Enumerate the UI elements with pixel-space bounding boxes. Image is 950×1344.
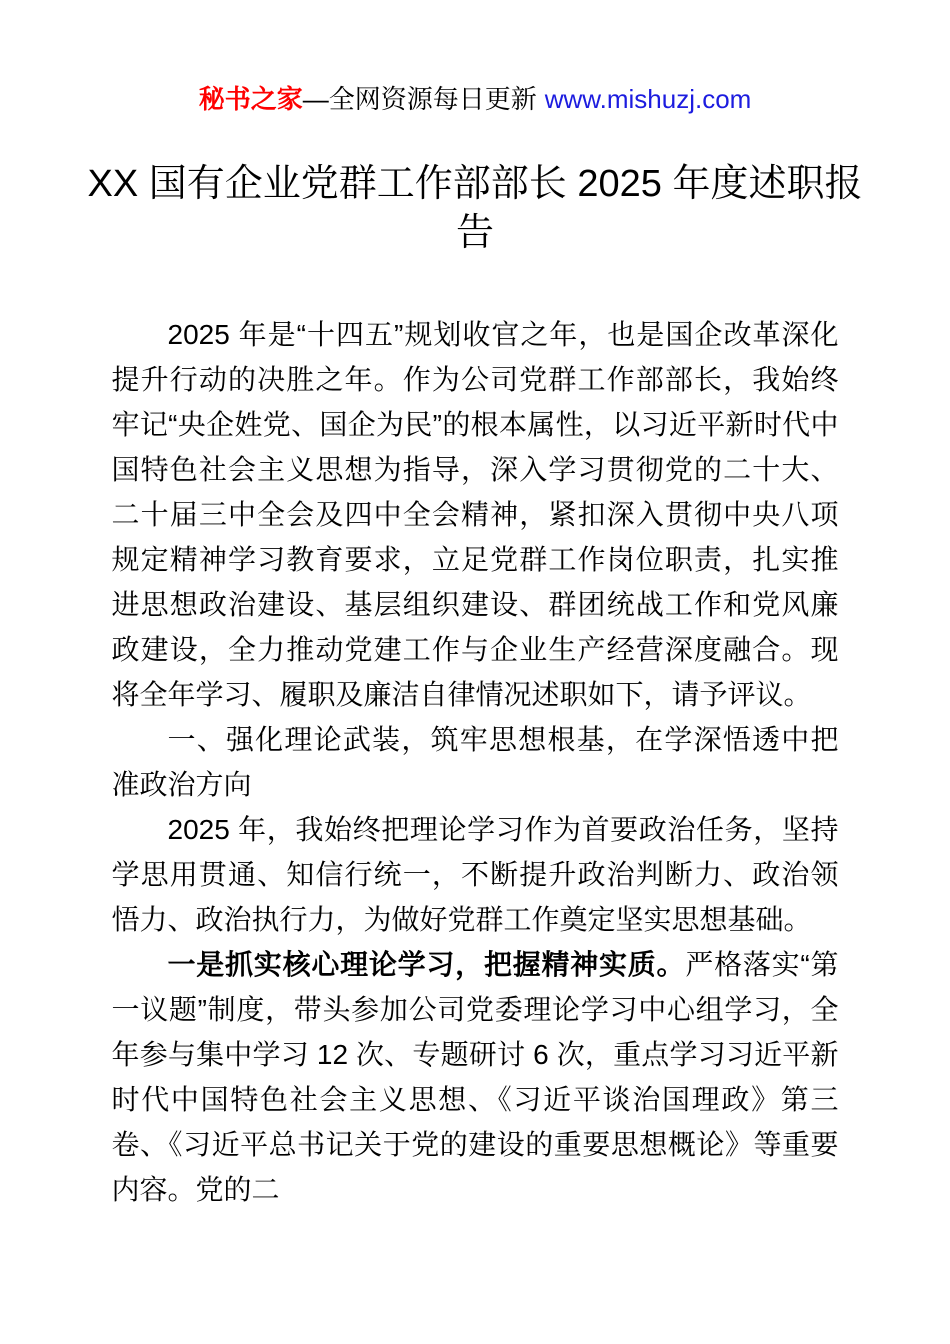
paragraph: 2025 年是“十四五”规划收官之年，也是国企改革深化提升行动的决胜之年。作为公司党群工作部部长，我始终牢记“央企姓党、国企为民”的根本属性，以习近平新时代中国特色社会主义思想为指导，深入学习贯彻党的二十大、二十届三中全会及四中全会精神，紧扣深入贯彻中央八项规定精神学习教育要求，立足党群工作岗位职责，扎实推进思想政治建设、基层组织建设、群团统战工作和党风廉政建设，全力推动党建工作与企业生产经营深度融合。现将全年学习、履职及廉洁自律情况述职如下，请予评议。 [111,319,839,710]
banner-tagline: 全网资源每日更新 [328,84,537,114]
site-banner [0,0,950,116]
paragraph: 2025 年，我始终把理论学习作为首要政治任务，坚持学思用贯通、知信行统一，不断提升政治判断力、政治领悟力、政治执行力，为做好党群工作奠定坚实思想基础。 [111,814,839,935]
section-heading: 一、强化理论武装，筑牢思想根基，在学深悟透中把准政治方向 [111,724,839,800]
paragraph-lead-bold: 一是抓实核心理论学习，把握精神实质。 [167,949,686,980]
paragraph: 一是抓实核心理论学习，把握精神实质。严格落实“第一议题”制度，带头参加公司党委理论学习中心组学习，全年参与集中学习 12 次、专题研讨 6 次，重点学习习近平新时代中国特色社会主义思想、《习近平谈治国理政》第三卷、《习近平总书记关于党的建设的重要思想概论》等重要内容。党的二 [111,949,839,1205]
document-title: XX 国有企业党群工作部部长 2025 年度述职报告 [87,163,863,254]
document-body [112,312,839,1212]
site-name: 秘书之家 [198,84,303,114]
site-url: www.mishuzj.com [544,84,752,114]
banner-separator: — [302,84,329,114]
